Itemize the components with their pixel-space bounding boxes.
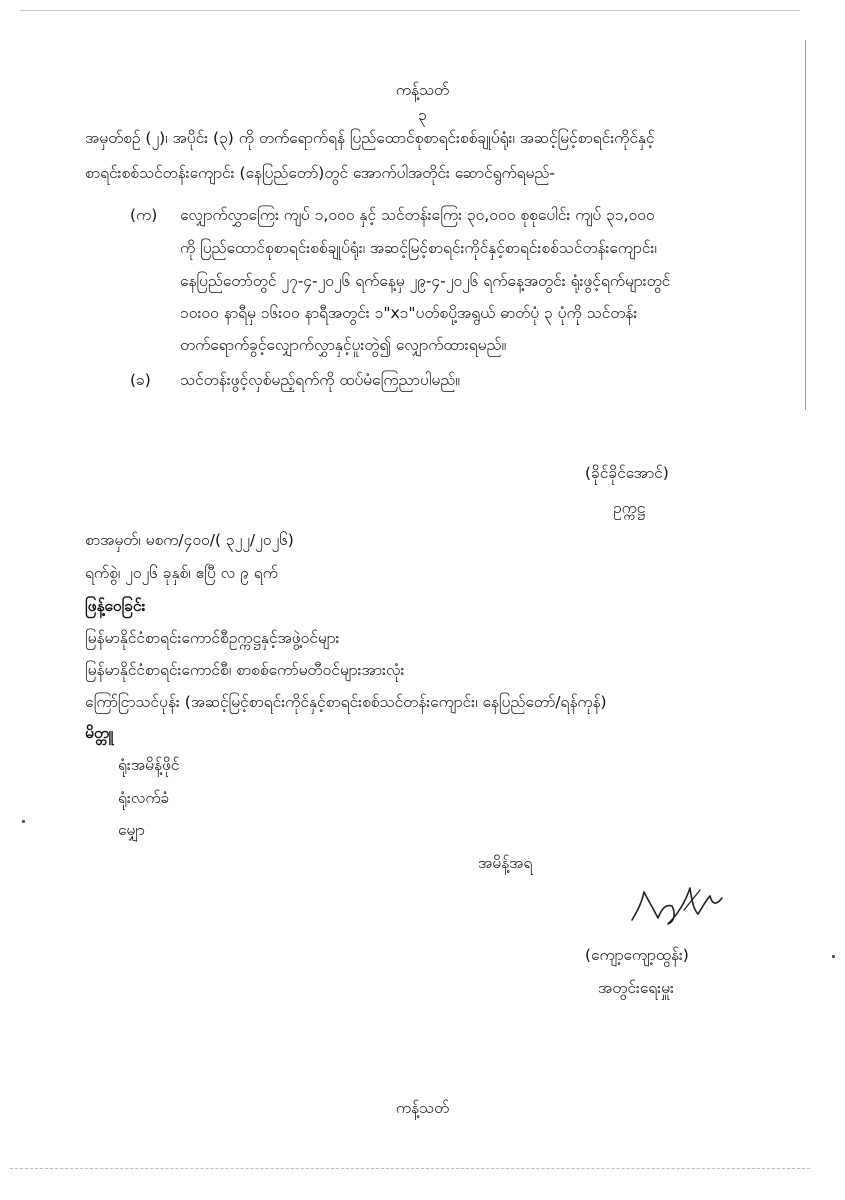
- item-marker: (က): [130, 206, 158, 224]
- item-line: သင်တန်းဖွင့်လှစ်မည့်ရက်ကို ထပ်မံကြေညာပါမည်။: [180, 371, 460, 389]
- letter-date: ရက်စွဲ၊ ၂၀၂၆ ခုနှစ်၊ ဧပြီ လ ၉ ရက်: [85, 564, 278, 582]
- page-edge-top: [20, 10, 800, 11]
- distribution-recipient: မြန်မာနိုင်ငံစာရင်းကောင်စီဥက္ကဋ္ဌနှင့်အဖွဲ့ဝင်များ: [85, 629, 340, 647]
- item-line: ၁၀း၀၀ နာရီမှ ၁၆း၀၀ နာရီအတွင်း ၁"x၁"ပတ်စပို့အရွယ် ဓာတ်ပုံ ၃ ပုံကို သင်တန်း: [180, 304, 638, 322]
- scan-speck: [22, 820, 25, 823]
- copy-recipient: မျှော: [118, 821, 145, 839]
- secretary-title: အတွင်းရေးမှူး: [598, 979, 674, 997]
- distribution-recipient: ကြော်ငြာသင်ပုန်း (အဆင့်မြင့်စာရင်းကိုင်နှင့်စာရင်းစစ်သင်တန်းကျောင်း၊ နေပြည်တော်/ရန်ကုန်): [85, 693, 607, 711]
- classification-footer: ကန့်သတ်: [395, 1099, 450, 1117]
- item-line: နေပြည်တော်တွင် ၂၇-၄-၂၀၂၆ ရက်နေ့မှ ၂၉-၄-၂၀၂၆ ရက်နေ့အတွင်း ရုံးဖွင့်ရက်များတွင်: [180, 272, 671, 290]
- signatory-title: ဥက္ကဋ္ဌ: [613, 499, 646, 517]
- signatory-name: (ခိုင်ခိုင်အောင်): [585, 464, 669, 482]
- distribution-recipient: မြန်မာနိုင်ငံစာရင်းကောင်စီ၊ စာစစ်ကော်မတီဝင်များအားလုံး: [85, 661, 405, 679]
- item-line: လျှောက်လွှာကြေး ကျပ် ၁,၀၀၀ နှင့် သင်တန်းကြေး ၃၀,၀၀၀ စုစုပေါင်း ကျပ် ၃၁,၀၀၀: [180, 206, 655, 224]
- scan-speck: [832, 955, 835, 958]
- copy-recipient: ရုံးအမိန့်ဖိုင်: [118, 756, 180, 774]
- distribution-heading: ဖြန့်ဝေခြင်း: [85, 597, 146, 615]
- copy-heading: မိတ္တူ: [85, 724, 114, 742]
- intro-line: အမှတ်စဉ် (၂)၊ အပိုင်း (၃) ကို တက်ရောက်ရန် ပြည်ထောင်စုစာရင်းစစ်ချုပ်ရုံး၊ အဆင့်မြင့်စာရင်းကိုင်နှင့်: [85, 129, 655, 147]
- intro-line: စာရင်းစစ်သင်တန်းကျောင်း (နေပြည်တော်)တွင် အောက်ပါအတိုင်း ဆောင်ရွက်ရမည်-: [85, 164, 555, 182]
- page-edge-bottom: [10, 1168, 810, 1169]
- page-number: ၃: [418, 106, 427, 124]
- item-marker: (ခ): [130, 371, 151, 389]
- secretary-name: (ကျော့ကျော့ထွန်း): [585, 946, 689, 964]
- by-order-label: အမိန့်အရ: [478, 854, 533, 872]
- item-line: ကို ပြည်ထောင်စုစာရင်းစစ်ချုပ်ရုံး၊ အဆင့်မြင့်စာရင်းကိုင်နှင့်စာရင်းစစ်သင်တန်းကျောင်း၊: [180, 239, 657, 257]
- handwritten-signature: [628, 880, 728, 930]
- letter-number: စာအမှတ်၊ မစက/၄၀၀/( ၃၂၂/၂၀၂၆): [85, 531, 294, 549]
- copy-recipient: ရုံးလက်ခံ: [118, 789, 170, 807]
- classification-header: ကန့်သတ်: [395, 81, 450, 99]
- item-line: တက်ရောက်ခွင့်လျှောက်လွှာနှင့်ပူးတွဲ၍ လျှောက်ထားရမည်။: [180, 336, 507, 354]
